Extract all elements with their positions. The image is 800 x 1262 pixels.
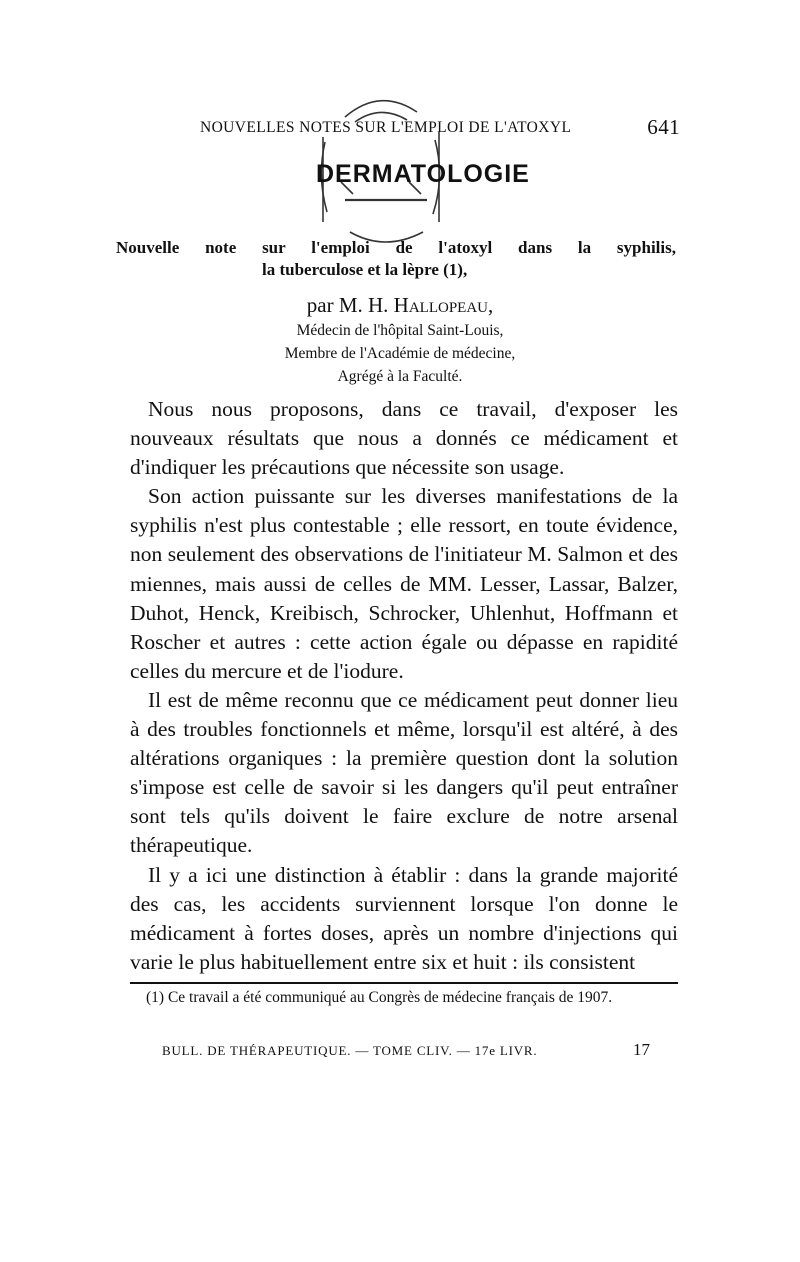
author-prefix: par: [306, 293, 334, 317]
author-line: [0, 293, 800, 318]
section-title-line-1: Nouvelle note sur l'emploi de l'atoxyl dans la syphilis,: [116, 238, 676, 257]
signature-line: [162, 1040, 650, 1060]
affiliation-3: Agrégé à la Faculté.: [337, 368, 463, 385]
running-head-title: NOUVELLES NOTES SUR L'EMPLOI DE L'ATOXYL: [200, 119, 572, 136]
paragraph-2: Son action puissante sur les diverses manifestations de la syphilis n'est plus contestable ; elle ressort, en toute évidence, non seulement des observations de l'initiateur M. Salmon et des miennes, mais aussi de celles de MM. Lesser, Lassar, Balzer, Duhot, Henck, Kreibisch, Schrocker, Uhlenhut, Hoffmann et Roscher et autres : cette action égale ou dépasse en rapidité celles du mercure et de l'iodure.: [130, 484, 678, 683]
page-number: 641: [647, 115, 680, 139]
paragraph-4: Il y a ici une distinction à établir : dans la grande majorité des cas, les accidents surviennent lorsque l'on donne le médicament à fortes doses, après un nombre d'injections qui varie le plus habituellement entre six et huit : ils consistent: [130, 862, 678, 974]
paragraph-3: Il est de même reconnu que ce médicament peut donner lieu à des troubles fonctionnels et même, lorsqu'il est altéré, à des altérations organiques : la première question dont la solution s'impose est celle de savoir si les dangers qu'il peut entraîner sont tels qu'ils doivent le faire exclure de notre arsenal thérapeutique.: [130, 687, 678, 858]
affiliation-1: Médecin de l'hôpital Saint-Louis,: [296, 322, 504, 339]
section-title: [116, 237, 676, 281]
paragraph-1: Nous nous proposons, dans ce travail, d'exposer les nouveaux résultats que nous a donnés ce médicament et d'indiquer les précautions que nécessite son usage.: [130, 397, 678, 480]
sheet-number: 17: [633, 1040, 650, 1059]
journal-signature: BULL. DE THÉRAPEUTIQUE. — TOME CLIV. — 17e LIVR.: [162, 1043, 538, 1058]
article-body: [130, 395, 678, 977]
footnote-divider: [130, 982, 678, 984]
footnote-marker: (1): [146, 989, 165, 1006]
footnote: [130, 988, 678, 1007]
affiliation-2: Membre de l'Académie de médecine,: [284, 345, 516, 362]
author-name: M. H. Hallopeau,: [338, 293, 494, 317]
stamp-word: DERMATOLOGIE: [316, 160, 530, 188]
footnote-text: Ce travail a été communiqué au Congrès de médecine français de 1907.: [167, 989, 613, 1006]
section-title-line-2: la tuberculose et la lèpre (1),: [262, 260, 468, 279]
